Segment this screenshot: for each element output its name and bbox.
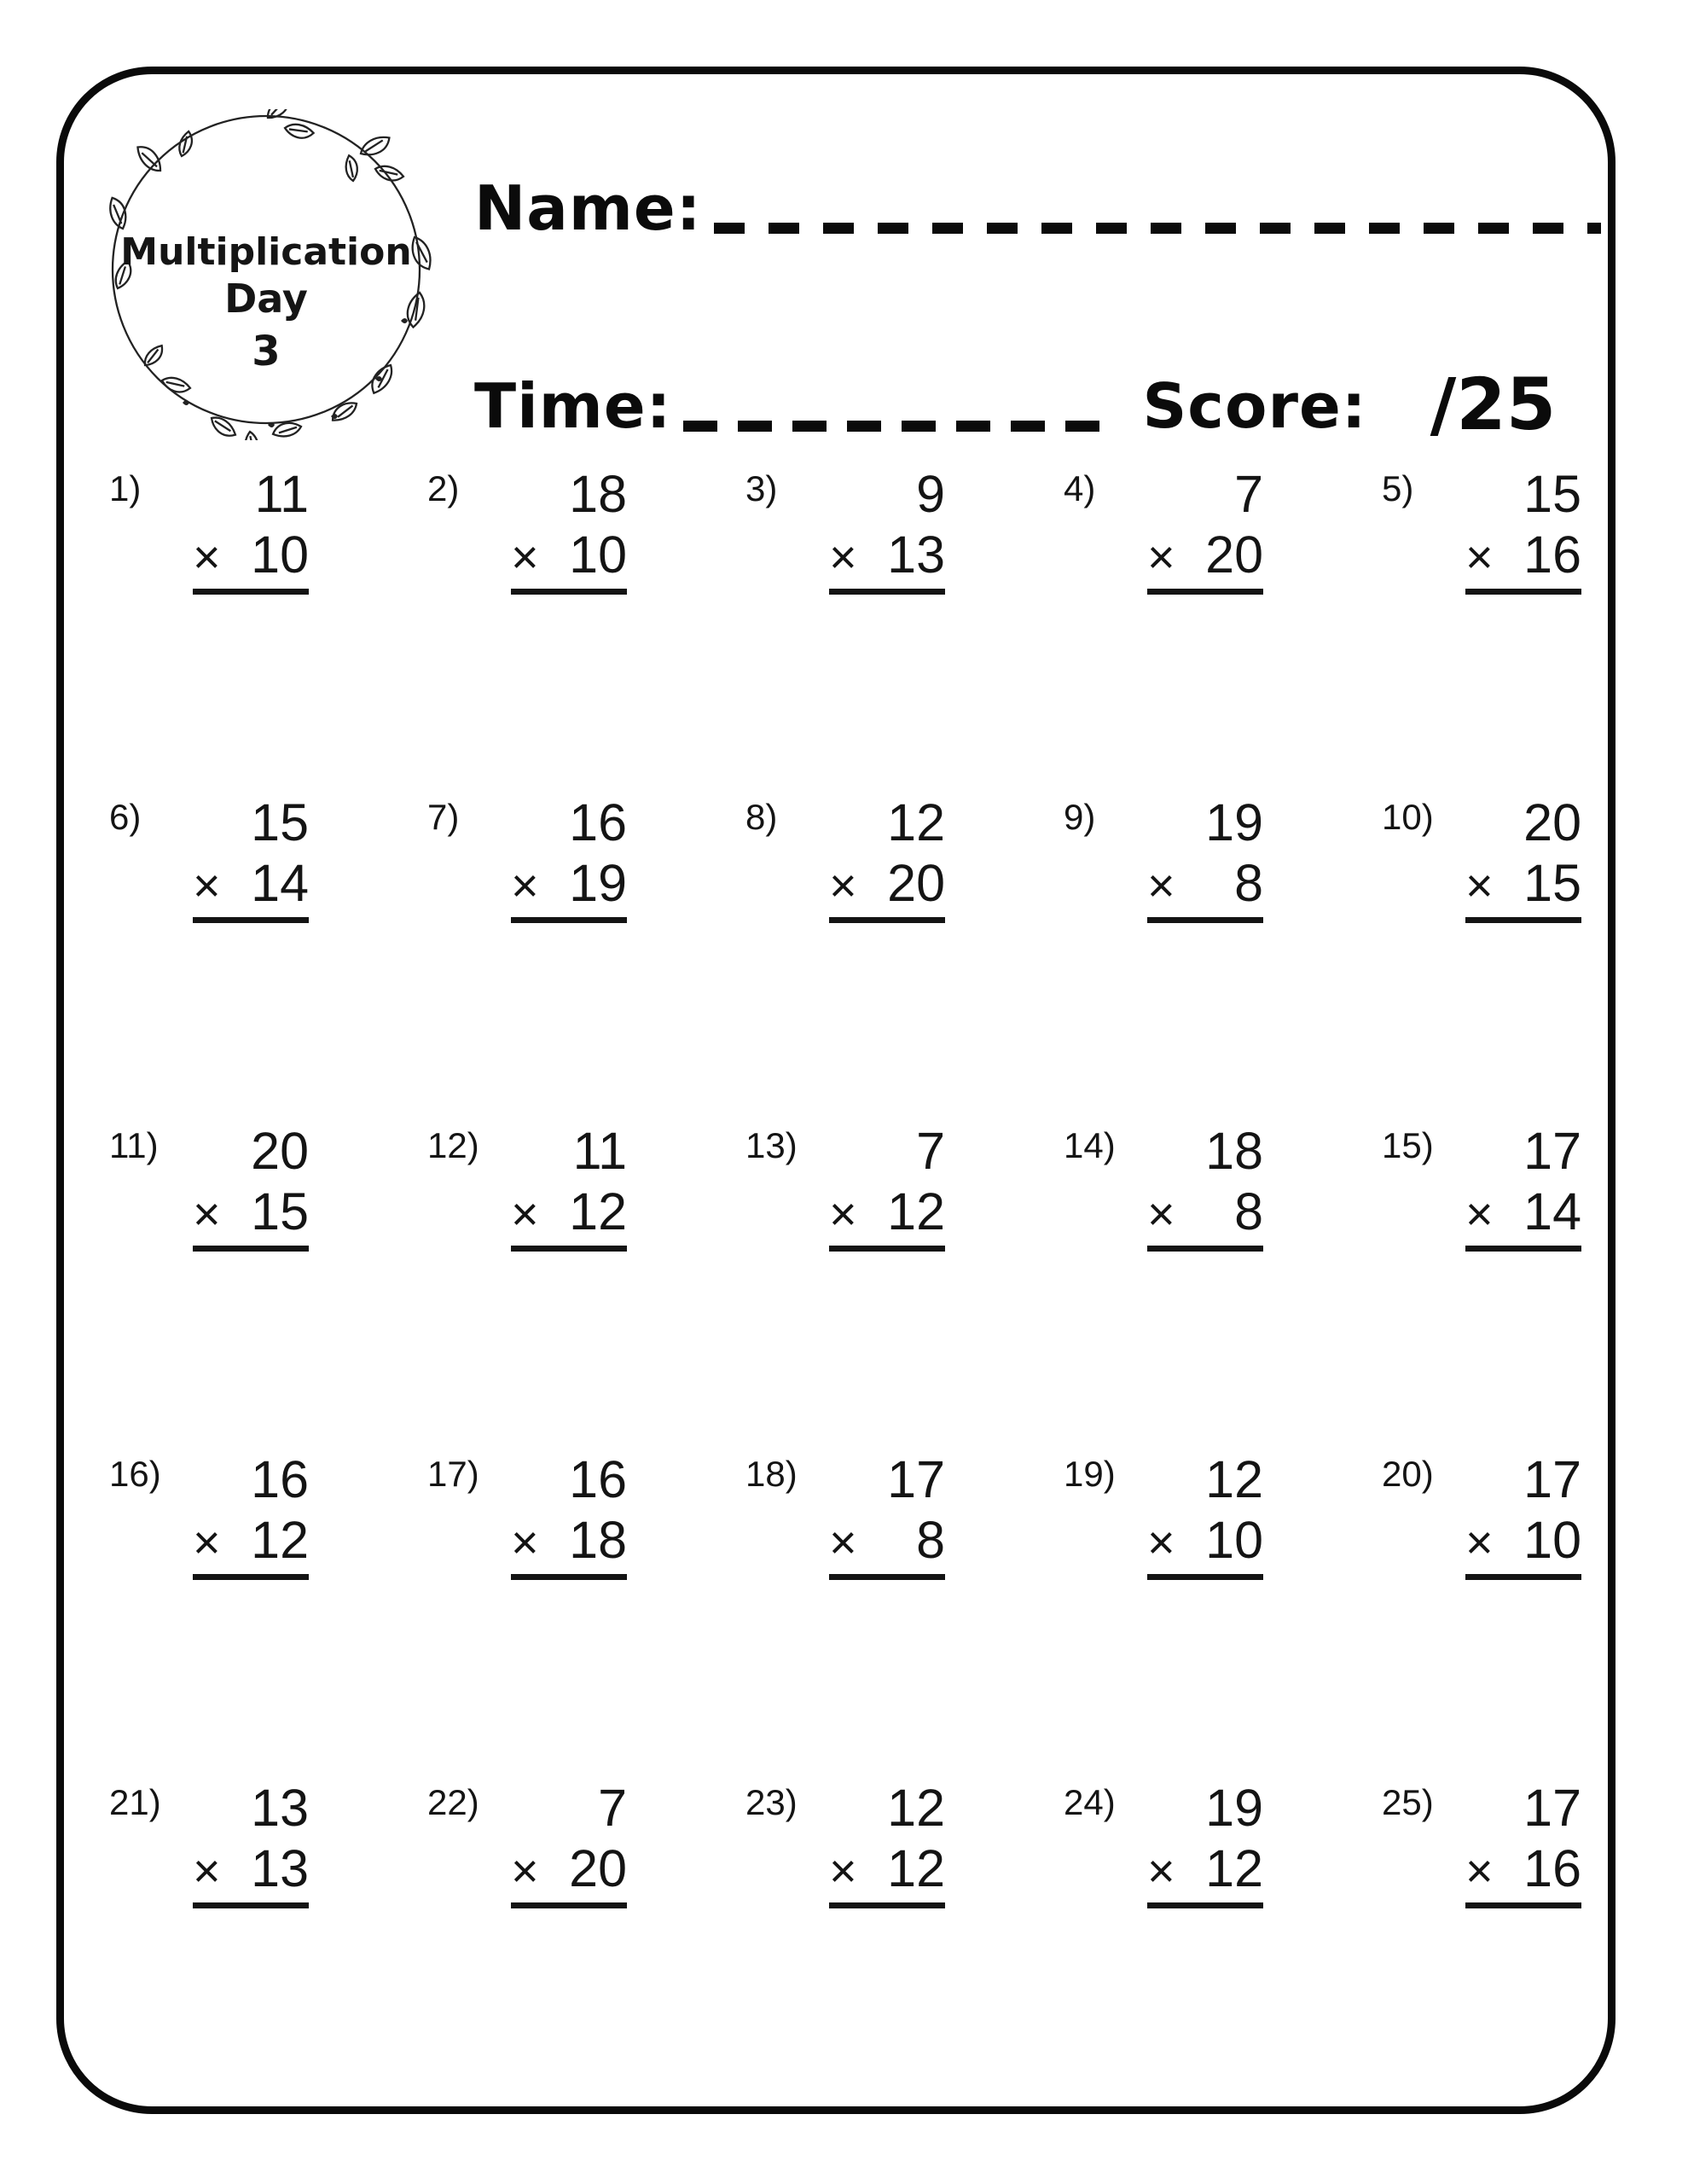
multiplier-row [829,525,945,584]
multiplier-row [1465,1182,1581,1240]
multiplicand: 17 [1523,1122,1581,1180]
multiplier: 13 [887,525,945,584]
score-total: /25 [1430,363,1557,446]
score-label: Score: [1142,370,1367,442]
multiply-sign: × [829,529,857,584]
multiplier: 20 [569,1838,627,1897]
problems-grid [109,465,1688,2111]
multiplier: 8 [916,1510,945,1569]
multiplier-row [829,1838,945,1897]
problem-number: 11) [109,1125,159,1165]
multiplier: 14 [1523,1182,1581,1240]
problem-number: 16) [109,1454,161,1494]
multiplicand: 13 [251,1779,309,1837]
multiplier: 8 [1234,853,1263,912]
problem-23 [745,1779,1064,2111]
name-label: Name: [474,172,702,244]
problem-work-area[interactable] [829,1779,945,1908]
problem-number: 8) [745,797,778,837]
problem-6 [109,793,427,1126]
multiplicand: 7 [598,1779,627,1837]
wreath-buds [183,318,408,427]
multiplier: 19 [569,853,627,912]
multiply-sign: × [1147,857,1175,912]
problem-number: 13) [745,1125,798,1165]
problem-22 [427,1779,745,2111]
multiplier: 10 [569,525,627,584]
problem-20 [1382,1450,1688,1783]
multiplier-row [193,1182,309,1240]
problem-number: 10) [1382,797,1434,837]
problem-work-area[interactable] [1465,1779,1581,1908]
multiply-sign: × [193,857,221,912]
multiplier-row [1465,525,1581,584]
multiplier: 12 [569,1182,627,1240]
multiply-sign: × [1147,1843,1175,1897]
problem-work-area[interactable] [1465,1122,1581,1252]
problem-number: 20) [1382,1454,1434,1494]
problem-number: 9) [1064,797,1096,837]
problem-number: 21) [109,1782,161,1822]
problem-17 [427,1450,745,1783]
multiplicand: 15 [1523,465,1581,523]
multiplier: 16 [1523,1838,1581,1897]
problem-number: 4) [1064,468,1096,508]
multiplicand: 11 [254,465,309,523]
multiply-sign: × [829,1186,857,1240]
problem-number: 14) [1064,1125,1116,1165]
multiply-sign: × [511,529,539,584]
multiplicand: 12 [887,1779,945,1837]
multiplier-row [193,853,309,912]
multiplier-row [511,1182,627,1240]
problem-21 [109,1779,427,2111]
multiply-sign: × [511,1514,539,1569]
multiplicand: 12 [887,793,945,851]
problem-work-area[interactable] [193,1450,309,1580]
multiply-sign: × [1465,1843,1494,1897]
multiplicand: 16 [569,793,627,851]
multiplier-row [193,525,309,584]
problem-24 [1064,1779,1382,2111]
problem-work-area[interactable] [1147,465,1263,595]
problem-number: 12) [427,1125,479,1165]
problem-work-area[interactable] [511,465,627,595]
multiplier: 13 [251,1838,309,1897]
logo-title-line2: Day [224,276,308,322]
multiplicand: 20 [1523,793,1581,851]
multiplier: 10 [251,525,309,584]
problem-work-area[interactable] [511,1122,627,1252]
multiplicand: 19 [1205,1779,1263,1837]
problem-work-area[interactable] [193,1779,309,1908]
multiplier: 18 [569,1510,627,1569]
multiplicand: 16 [251,1450,309,1508]
time-input-line[interactable] [683,421,1106,432]
problem-work-area[interactable] [1147,793,1263,923]
problem-work-area[interactable] [1147,1450,1263,1580]
problem-1 [109,465,427,798]
problem-25 [1382,1779,1688,2111]
problem-number: 5) [1382,468,1414,508]
multiply-sign: × [1147,1514,1175,1569]
multiplier-row [1147,525,1263,584]
multiplier: 15 [1523,853,1581,912]
problem-number: 7) [427,797,460,837]
multiplier: 8 [1234,1182,1263,1240]
multiplicand: 15 [251,793,309,851]
multiplicand: 19 [1205,793,1263,851]
problem-number: 6) [109,797,142,837]
problem-8 [745,793,1064,1126]
multiplicand: 17 [887,1450,945,1508]
multiplier-row [1147,1838,1263,1897]
multiply-sign: × [193,529,221,584]
multiplicand: 11 [572,1122,627,1180]
multiply-sign: × [1465,529,1494,584]
multiplier-row [1465,853,1581,912]
problem-work-area[interactable] [1147,1122,1263,1252]
multiplicand: 9 [916,465,945,523]
multiplier-row [193,1510,309,1569]
problem-4 [1064,465,1382,798]
multiply-sign: × [1465,857,1494,912]
problem-5 [1382,465,1688,798]
multiplier: 20 [1205,525,1263,584]
logo-title-line3: 3 [252,328,281,375]
problem-work-area[interactable] [511,1779,627,1908]
problem-3 [745,465,1064,798]
wreath-leaves [105,109,432,440]
multiply-sign: × [829,1514,857,1569]
problem-number: 24) [1064,1782,1116,1822]
time-label: Time: [474,370,672,442]
multiplier-row [1147,1182,1263,1240]
problem-number: 23) [745,1782,798,1822]
problem-number: 18) [745,1454,798,1494]
multiply-sign: × [1147,529,1175,584]
problem-number: 3) [745,468,778,508]
logo-title-line1: Multiplication [120,230,412,274]
problem-number: 25) [1382,1782,1434,1822]
multiplicand: 7 [916,1122,945,1180]
multiplier-row [511,1838,627,1897]
problem-work-area[interactable] [1465,1450,1581,1580]
multiply-sign: × [1465,1186,1494,1240]
multiply-sign: × [511,857,539,912]
problem-work-area[interactable] [193,793,309,923]
multiplier-row [511,1510,627,1569]
multiplier-row [1465,1510,1581,1569]
multiplier-row [829,853,945,912]
problem-2 [427,465,745,798]
multiplier-row [193,1838,309,1897]
problem-15 [1382,1122,1688,1455]
multiplier-row [511,525,627,584]
multiply-sign: × [511,1186,539,1240]
multiplier-row [829,1510,945,1569]
problem-13 [745,1122,1064,1455]
multiplier-row [1147,1510,1263,1569]
multiplier: 14 [251,853,309,912]
multiplicand: 16 [569,1450,627,1508]
problem-work-area[interactable] [1147,1779,1263,1908]
problem-number: 17) [427,1454,479,1494]
wreath-logo [101,109,432,440]
problem-12 [427,1122,745,1455]
multiplicand: 18 [1205,1122,1263,1180]
problem-19 [1064,1450,1382,1783]
multiply-sign: × [511,1843,539,1897]
name-row [474,172,1601,244]
multiplier: 10 [1523,1510,1581,1569]
problem-number: 2) [427,468,460,508]
multiplier: 12 [887,1838,945,1897]
multiply-sign: × [193,1186,221,1240]
problem-work-area[interactable] [511,793,627,923]
multiplicand: 17 [1523,1450,1581,1508]
problem-work-area[interactable] [511,1450,627,1580]
multiplier-row [1465,1838,1581,1897]
problem-10 [1382,793,1688,1126]
problem-work-area[interactable] [1465,465,1581,595]
multiplier: 12 [1205,1838,1263,1897]
multiplier-row [511,853,627,912]
problem-number: 19) [1064,1454,1116,1494]
multiplicand: 12 [1205,1450,1263,1508]
multiplier: 16 [1523,525,1581,584]
problem-number: 15) [1382,1125,1434,1165]
multiplier: 20 [887,853,945,912]
problem-number: 22) [427,1782,479,1822]
problem-7 [427,793,745,1126]
multiply-sign: × [193,1514,221,1569]
problem-16 [109,1450,427,1783]
problem-work-area[interactable] [829,793,945,923]
multiply-sign: × [193,1843,221,1897]
problem-work-area[interactable] [829,1122,945,1252]
problem-work-area[interactable] [1465,793,1581,923]
multiply-sign: × [1147,1186,1175,1240]
problem-14 [1064,1122,1382,1455]
problem-18 [745,1450,1064,1783]
problem-11 [109,1122,427,1455]
multiply-sign: × [829,1843,857,1897]
multiplier-row [1147,853,1263,912]
problem-work-area[interactable] [829,465,945,595]
problem-work-area[interactable] [829,1450,945,1580]
problem-work-area[interactable] [193,465,309,595]
problem-work-area[interactable] [193,1122,309,1252]
name-input-line[interactable] [714,223,1601,234]
multiplicand: 17 [1523,1779,1581,1837]
multiplier: 12 [887,1182,945,1240]
problem-number: 1) [109,468,142,508]
multiplicand: 7 [1234,465,1263,523]
multiplicand: 18 [569,465,627,523]
problem-9 [1064,793,1382,1126]
multiplier: 12 [251,1510,309,1569]
time-score-row [474,363,1557,446]
multiplier: 15 [251,1182,309,1240]
multiply-sign: × [829,857,857,912]
multiplier-row [829,1182,945,1240]
multiply-sign: × [1465,1514,1494,1569]
multiplier: 10 [1205,1510,1263,1569]
multiplicand: 20 [251,1122,309,1180]
